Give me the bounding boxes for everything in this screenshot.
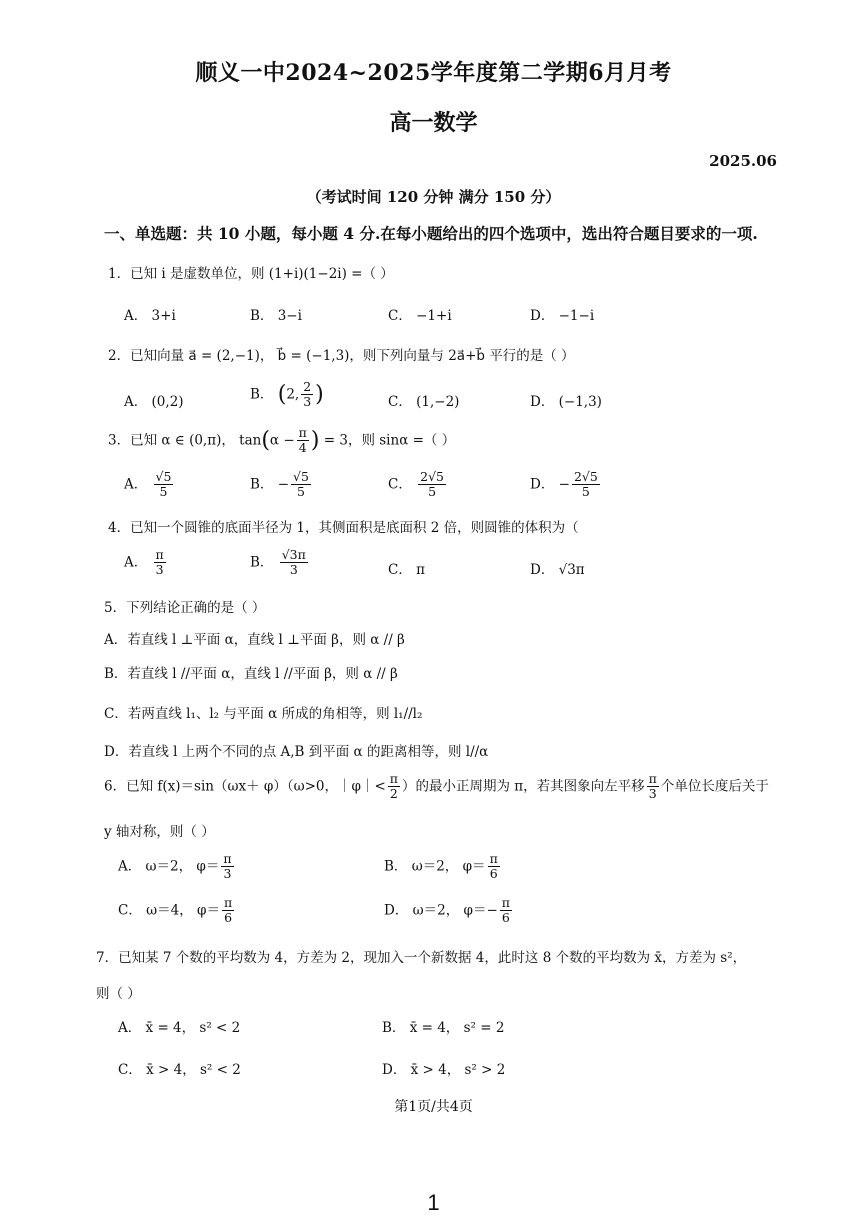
q4-option-a: A． $\frac{\pi}{3}$ bbox=[124, 547, 164, 578]
q1-option-c: C． −1+i bbox=[388, 308, 452, 324]
q6-option-a: A． ω＝2， φ＝ $\frac{\pi}{3}$ bbox=[118, 851, 232, 882]
q4-option-c: C． π bbox=[388, 562, 425, 578]
q6-option-c: C． ω＝4， φ＝ $\frac{\pi}{6}$ bbox=[118, 895, 233, 926]
q2-stem: 2．已知向量 a⃗ = (2,−1)， b⃗ = (−1,3)，则下列向量与 2a⃗+b⃗ 平行的是（ ） bbox=[108, 348, 575, 364]
q4-option-d: D． √3π bbox=[530, 562, 585, 578]
q1-option-d: D． −1−i bbox=[530, 308, 595, 324]
q2-option-a: A． (0,2) bbox=[124, 394, 184, 410]
q3-stem-fraction: $\frac{\pi}{4}$ bbox=[298, 425, 307, 456]
q2-option-b-fraction: $\frac{2}{3}$ bbox=[303, 379, 312, 410]
q6-option-d: D． ω＝2， φ＝− $\frac{\pi}{6}$ bbox=[384, 895, 510, 926]
q3-option-c: C． $\frac{2√5}{5}$ bbox=[388, 469, 445, 500]
exam-title: 顺义一中2024~2025学年度第二学期6月月考 bbox=[195, 60, 672, 86]
q6-stem: 6．已知 f(x)＝sin（ωx＋ φ）（ω>0，｜φ｜< $\frac{\pi}{2}$ ）的最小正周期为 π，若其图象向左平移 $\frac{\pi}{3}$ 个单位长度后关于 bbox=[104, 771, 769, 802]
q7-option-c: C． x̄ > 4， s² < 2 bbox=[118, 1062, 241, 1078]
q6-option-b: B． ω＝2， φ＝ $\frac{\pi}{6}$ bbox=[384, 851, 498, 882]
q3-option-a: A． $\frac{√5}{5}$ bbox=[124, 469, 172, 500]
q5-option-a: A．若直线 l ⊥平面 α，直线 l ⊥平面 β，则 α // β bbox=[104, 632, 405, 648]
q7-option-b: B． x̄ = 4， s² = 2 bbox=[382, 1020, 505, 1036]
page-indicator: 第1页/共4页 bbox=[394, 1099, 473, 1115]
q5-stem: 5．下列结论正确的是（ ） bbox=[104, 600, 266, 616]
q5-option-c: C．若两直线 l₁、l₂ 与平面 α 所成的角相等，则 l₁//l₂ bbox=[104, 706, 423, 722]
q3-option-b: B． − $\frac{√5}{5}$ bbox=[250, 469, 309, 500]
q2-option-b: B． (2, $\frac{2}{3}$ ) bbox=[250, 379, 324, 410]
q4-stem: 4．已知一个圆锥的底面半径为 1，其侧面积是底面积 2 倍，则圆锥的体积为（ bbox=[108, 520, 579, 536]
q6-stem-line2: y 轴对称，则（ ） bbox=[104, 824, 215, 840]
section-heading: 一、单选题：共 10 小题，每小题 4 分.在每小题给出的四个选项中，选出符合题目要求的一项. bbox=[104, 224, 758, 243]
q1-stem: 1．已知 i 是虚数单位，则 (1+i)(1−2i) =（ ） bbox=[108, 266, 394, 282]
q2-option-b-pre: 2, bbox=[286, 386, 300, 403]
exam-info: （考试时间 120 分钟 满分 150 分） bbox=[306, 188, 561, 206]
q7-option-a: A． x̄ = 4， s² < 2 bbox=[118, 1020, 241, 1036]
q3-option-d: D． − $\frac{2√5}{5}$ bbox=[530, 469, 598, 500]
q4-option-b: B． $\frac{√3\pi}{3}$ bbox=[250, 547, 306, 578]
q1-option-b: B． 3−i bbox=[250, 308, 302, 324]
q5-option-b: B．若直线 l //平面 α，直线 l //平面 β，则 α // β bbox=[104, 666, 398, 682]
exam-date: 2025.06 bbox=[709, 152, 777, 170]
q2-option-d: D． (−1,3) bbox=[530, 394, 602, 410]
q3-stem: 3．已知 α ∈ (0,π)， tan(α − $\frac{\pi}{4}$ ) = 3，则 sinα =（ ） bbox=[108, 425, 456, 456]
page-number: 1 bbox=[427, 1190, 440, 1215]
q7-stem: 7．已知某 7 个数的平均数为 4，方差为 2，现加入一个新数据 4，此时这 8 个数的平均数为 x̄，方差为 s²， bbox=[96, 950, 747, 966]
q5-option-d: D．若直线 l 上两个不同的点 A,B 到平面 α 的距离相等，则 l//α bbox=[104, 744, 489, 760]
q2-option-b-label: B． bbox=[250, 386, 274, 403]
q1-option-a: A． 3+i bbox=[124, 308, 176, 324]
q7-option-d: D． x̄ > 4， s² > 2 bbox=[382, 1062, 506, 1078]
q7-stem-line2: 则（ ） bbox=[96, 986, 141, 1002]
q2-option-c: C． (1,−2) bbox=[388, 394, 460, 410]
subject-title: 高一数学 bbox=[389, 110, 478, 136]
